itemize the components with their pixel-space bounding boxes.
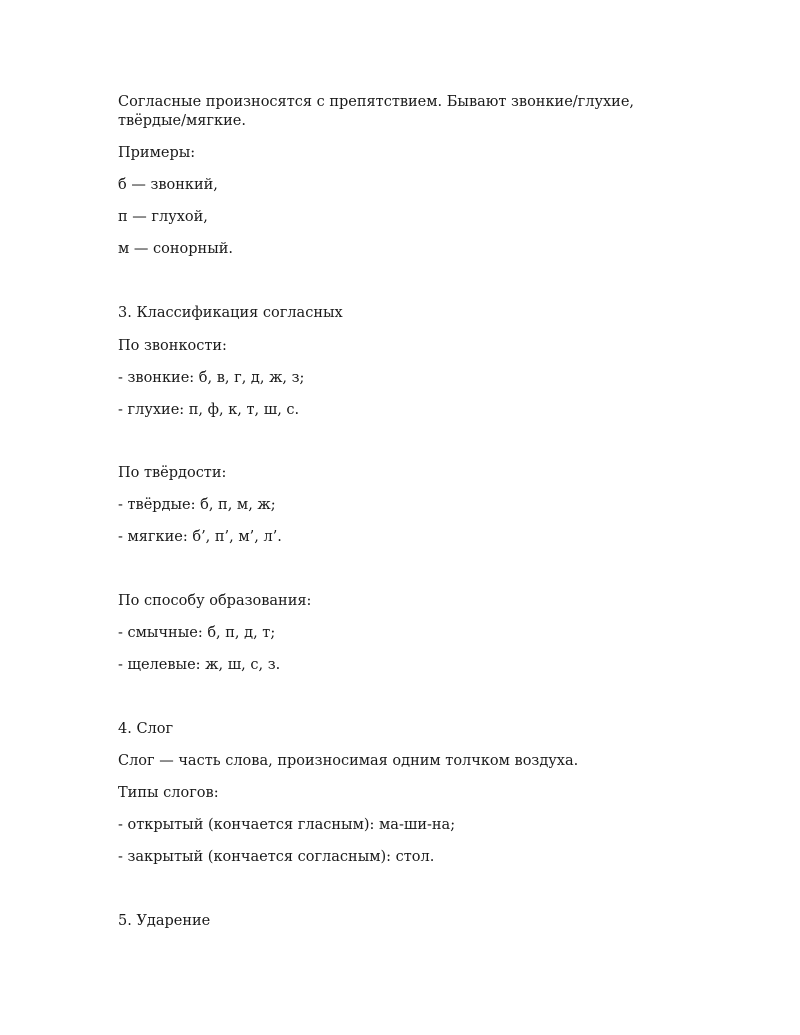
voiceless-list: - глухие: п, ф, к, т, ш, с.	[118, 402, 300, 418]
voicing-label: По звонкости:	[118, 338, 227, 354]
intro-line-2: твёрдые/мягкие.	[118, 113, 246, 129]
fricatives-list: - щелевые: ж, ш, с, з.	[118, 657, 281, 673]
section-5-heading: 5. Ударение	[118, 913, 211, 929]
syllable-definition: Слог — часть слова, произносимая одним толчком воздуха.	[118, 753, 579, 769]
section-4-heading: 4. Слог	[118, 721, 174, 737]
open-syllable-item: - открытый (кончается гласным): ма-ши-на;	[118, 817, 456, 833]
intro-line-1: Согласные произносятся с препятствием. Бывают звонкие/глухие,	[118, 94, 635, 110]
example-m: м — сонорный.	[118, 241, 234, 257]
example-b: б — звонкий,	[118, 177, 218, 193]
syllable-types-label: Типы слогов:	[118, 785, 219, 801]
manner-label: По способу образования:	[118, 593, 312, 609]
voiced-list: - звонкие: б, в, г, д, ж, з;	[118, 370, 305, 386]
soft-list: - мягкие: б’, п’, м’, л’.	[118, 529, 282, 545]
examples-label: Примеры:	[118, 145, 196, 161]
hardness-label: По твёрдости:	[118, 465, 227, 481]
closed-syllable-item: - закрытый (кончается согласным): стол.	[118, 849, 435, 865]
section-3-heading: 3. Классификация согласных	[118, 305, 343, 321]
hard-list: - твёрдые: б, п, м, ж;	[118, 497, 276, 513]
example-p: п — глухой,	[118, 209, 208, 225]
stops-list: - смычные: б, п, д, т;	[118, 625, 276, 641]
